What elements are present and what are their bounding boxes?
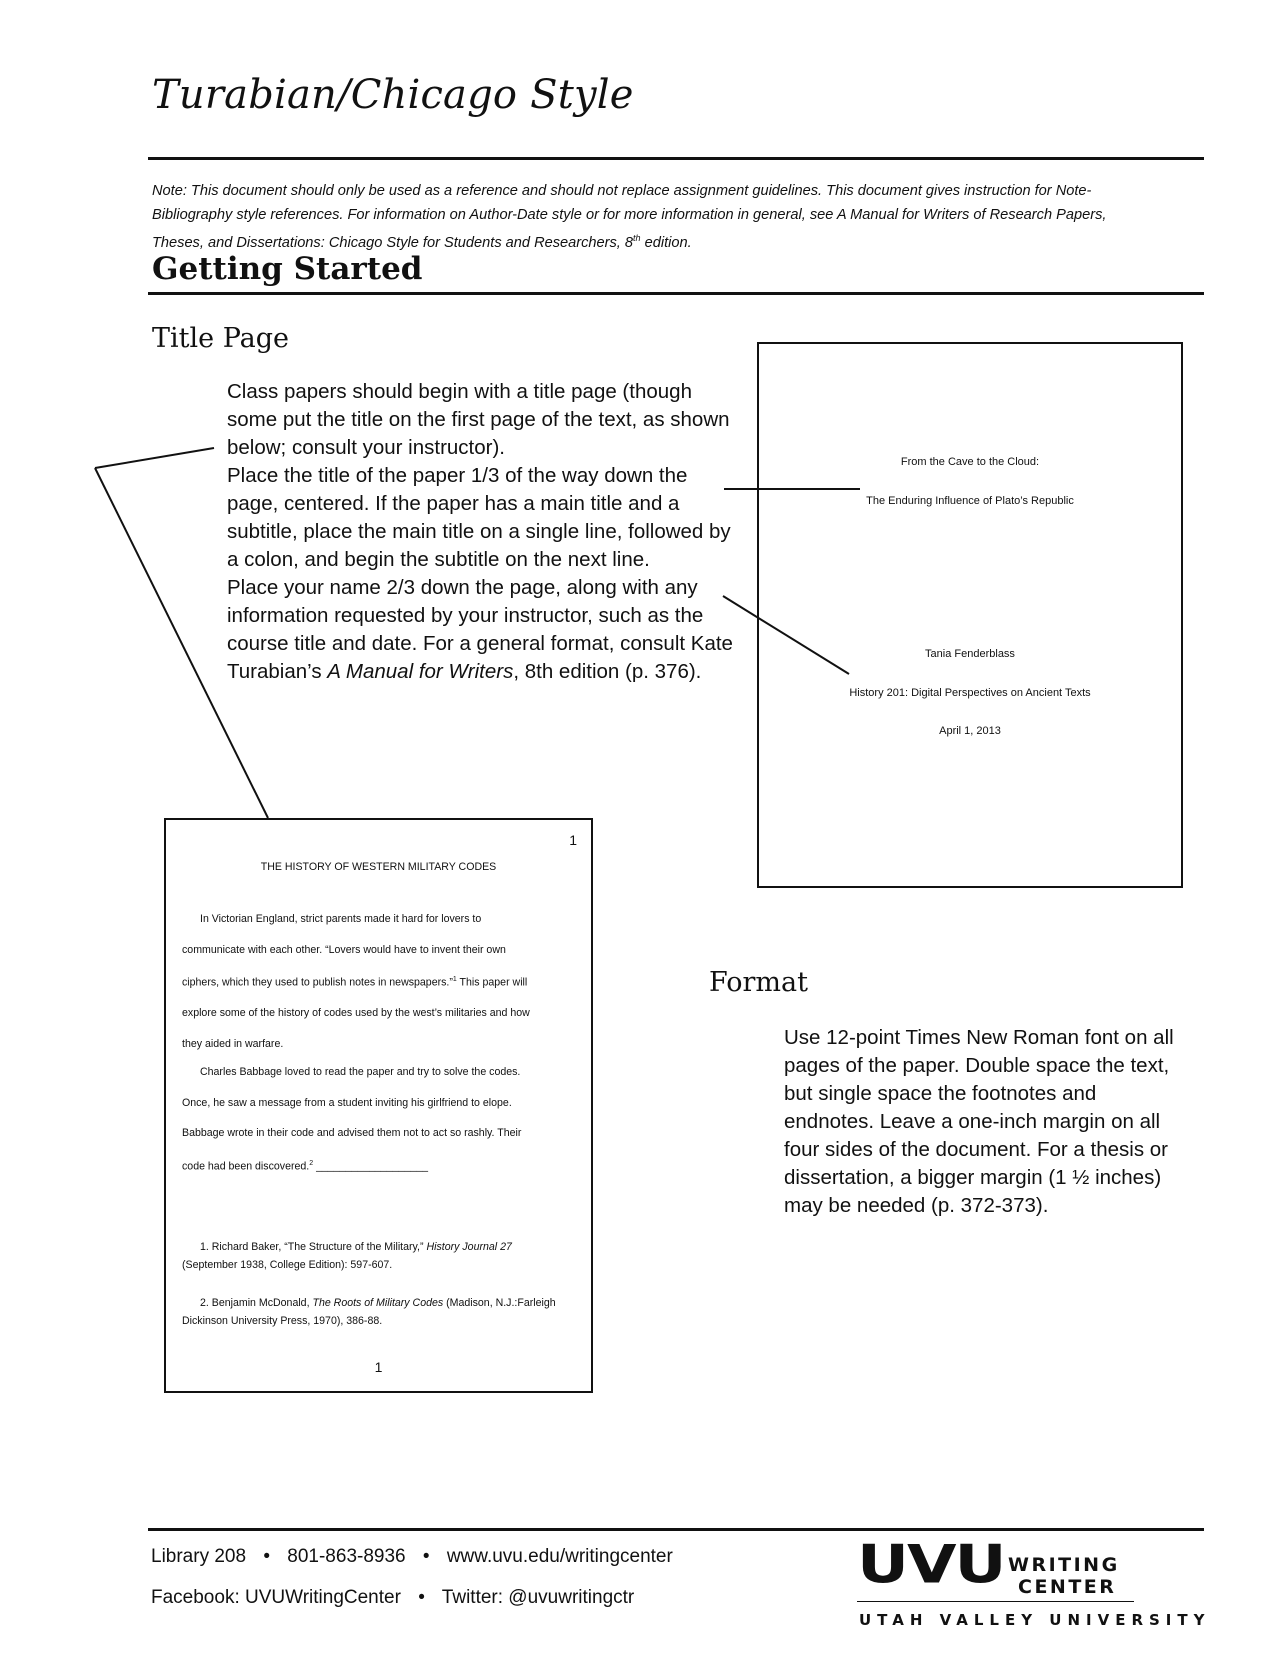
sample-date: April 1, 2013 bbox=[939, 725, 1001, 737]
footer-bullet: • bbox=[418, 1587, 425, 1608]
document-title: Turabian/Chicago Style bbox=[152, 72, 634, 118]
footer-phone[interactable]: 801-863-8936 bbox=[287, 1546, 406, 1567]
title-page-heading: Title Page bbox=[152, 323, 290, 354]
footer-website-link[interactable]: www.uvu.edu/writingcenter bbox=[446, 1546, 673, 1567]
usage-note: Note: This document should only be used as a reference and should not replace assignment guidelines. This document gives instruction for Note-Bibliography style references. For information on Author-Date style or for more information in general, see A Manual for Writers of Research Papers, Theses, and Dissertations: Chicago Style for Students and Researchers, 8th edition. bbox=[152, 183, 1107, 251]
title-page-paragraph-1: Class papers should begin with a title page (though some put the title on the first page of the text, as shown below; consult your instructor). bbox=[227, 380, 730, 459]
section-title: Getting Started bbox=[152, 251, 423, 287]
title-page-paragraph-2: Place the title of the paper 1/3 of the way down the page, centered. If the paper has a main title and a subtitle, place the main title on a single line, followed by a colon, and begin the subtitle on the next line. bbox=[227, 464, 731, 571]
footer-social-line bbox=[151, 1587, 634, 1609]
sample-course: History 201: Digital Perspectives on Ancient Texts bbox=[849, 687, 1091, 699]
sample-paragraph-1: In Victorian England, strict parents made it hard for lovers to communicate with each other. “Lovers would have to invent their own ciphers, which they used to publish notes in newspapers.”$^1$ This paper will explore some of the history of codes used by the west’s militaries and how they aided in warfare. bbox=[182, 913, 530, 1050]
uvu-logo-mark: UVU bbox=[857, 1534, 1005, 1596]
callout-line-left-diagonal bbox=[95, 468, 268, 818]
footer-twitter-link[interactable]: Twitter: @uvuwritingctr bbox=[441, 1587, 635, 1608]
callout-line-name bbox=[723, 596, 849, 674]
footer-divider bbox=[148, 1528, 1204, 1531]
logo-university-text: UTAH VALLEY UNIVERSITY bbox=[859, 1611, 1211, 1629]
sample-main-title: From the Cave to the Cloud: bbox=[900, 456, 1040, 468]
sample-footnote-1: 1. Richard Baker, “The Structure of the Military,” History Journal 27 (September 1938, College Edition): 597-607. bbox=[182, 1241, 512, 1271]
sample-page-number-bottom: 1 bbox=[374, 1359, 383, 1375]
callout-line-left-top bbox=[95, 448, 214, 468]
footer-location: Library 208 bbox=[151, 1546, 247, 1567]
logo-writing-text: WRITING bbox=[1008, 1554, 1120, 1576]
title-page-paragraph-3: Place your name 2/3 down the page, along with any information requested by your instructor, such as the course title and date. For a general format, consult Kate Turabian’s A Manual for Writers, 8th edition (p. 376). bbox=[227, 576, 733, 683]
sample-paragraph-2: Charles Babbage loved to read the paper and try to solve the codes. Once, he saw a message from a student inviting his girlfriend to elope. Babbage wrote in their code and advised them not to act so rashly. Their code had been discovered.$^2$ ___________________ bbox=[182, 1066, 522, 1173]
logo-center-text: CENTER bbox=[1018, 1576, 1117, 1598]
sample-author: Tania Fenderblass bbox=[925, 648, 1015, 660]
footer-facebook-link[interactable]: Facebook: UVUWritingCenter bbox=[151, 1587, 401, 1608]
format-body: Use 12-point Times New Roman font on all pages of the paper. Double space the text, but single space the footnotes and endnotes. Leave a one-inch margin on all four sides of the document. For a thesis or dissertation, a bigger margin (1 ½ inches) may be needed (p. 372-373). bbox=[784, 1026, 1174, 1217]
footer-bullet: • bbox=[263, 1546, 270, 1567]
logo-divider bbox=[857, 1601, 1134, 1602]
sample-paper-heading: THE HISTORY OF WESTERN MILITARY CODES bbox=[260, 861, 497, 873]
format-heading: Format bbox=[709, 967, 808, 998]
footer-bullet: • bbox=[422, 1546, 430, 1567]
sample-footnote-2: 2. Benjamin McDonald, The Roots of Military Codes (Madison, N.J.:Farleigh Dickinson University Press, 1970), 386-88. bbox=[182, 1297, 556, 1327]
sample-page-number-top: 1 bbox=[569, 832, 577, 848]
footer-contact-line bbox=[151, 1546, 673, 1568]
sample-subtitle: The Enduring Influence of Plato’s Republic bbox=[866, 495, 1074, 507]
